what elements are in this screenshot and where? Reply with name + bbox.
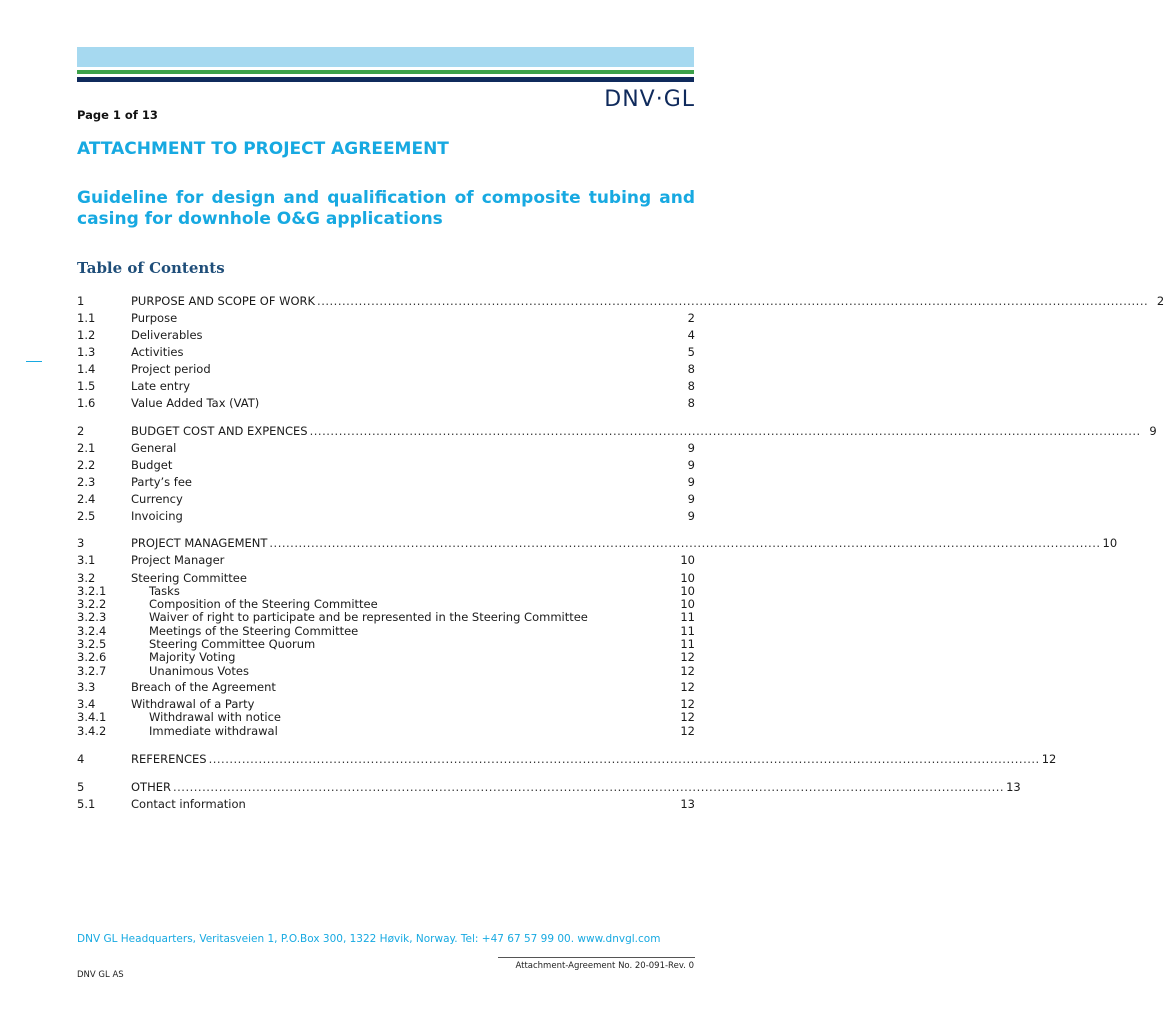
toc-entry[interactable]	[77, 492, 695, 506]
toc-entry-page: 4	[687, 328, 695, 342]
toc-entry-page: 12	[680, 664, 695, 678]
toc-entry-number: 3.1	[77, 553, 96, 567]
toc-entry-page: 12	[680, 710, 695, 724]
toc-entry[interactable]	[77, 475, 695, 489]
toc-entry-title: PURPOSE AND SCOPE OF WORK	[131, 294, 316, 308]
toc-entry[interactable]	[77, 650, 695, 664]
toc-entry-title: Steering Committee	[131, 571, 247, 585]
toc-entry-page: 10	[1102, 536, 1118, 550]
toc-entry-number: 3.2	[77, 571, 96, 585]
toc-entry[interactable]	[77, 328, 695, 342]
toc-entry-title: Purpose	[131, 311, 178, 325]
toc-dot-leader: ........................................................................................................................................................................................................	[309, 424, 1141, 438]
header-band-navy	[77, 77, 694, 82]
toc-entry-title-wrap	[131, 680, 678, 694]
page-number: Page 1 of 13	[77, 108, 158, 122]
toc-entry-title-wrap	[131, 752, 1040, 766]
toc-entry-number: 3.2.1	[77, 584, 107, 598]
dnvgl-logo: DNV·GL	[604, 87, 695, 112]
toc-entry-title-wrap	[131, 379, 679, 393]
margin-change-mark	[26, 361, 42, 362]
toc-entry[interactable]	[77, 710, 695, 724]
toc-entry-page: 9	[687, 475, 695, 489]
toc-entry[interactable]	[77, 509, 695, 523]
toc-entry-title: Budget	[131, 458, 173, 472]
toc-entry-number: 1	[77, 294, 85, 308]
toc-entry-number: 3.2.2	[77, 597, 107, 611]
toc-entry[interactable]	[77, 311, 695, 325]
toc-entry-title: Tasks	[149, 584, 180, 598]
toc-entry-title: Value Added Tax (VAT)	[131, 396, 260, 410]
guideline-title: Guideline for design and qualification of composite tubing and casing for downhole O&G applications	[77, 188, 695, 229]
toc-entry-page: 12	[680, 724, 695, 738]
toc-entry-page: 5	[687, 345, 695, 359]
toc-entry[interactable]	[77, 362, 695, 376]
toc-entry-title-wrap	[131, 458, 679, 472]
toc-entry-title: Steering Committee Quorum	[149, 637, 316, 651]
toc-entry-page: 9	[687, 441, 695, 455]
toc-entry-number: 3.4.2	[77, 724, 107, 738]
toc-entry-title-wrap	[131, 424, 1141, 438]
toc-entry-number: 2.5	[77, 509, 96, 523]
toc-entry[interactable]	[77, 697, 695, 711]
toc-entry[interactable]	[77, 780, 1021, 794]
toc-entry-title: Breach of the Agreement	[131, 680, 276, 694]
toc-entry[interactable]	[77, 637, 695, 651]
toc-entry-page: 8	[687, 362, 695, 376]
toc-entry-number: 2.4	[77, 492, 96, 506]
toc-entry-number: 3.4	[77, 697, 96, 711]
toc-entry-number: 1.5	[77, 379, 96, 393]
toc-entry-title-wrap	[131, 637, 678, 651]
toc-entry-title-wrap	[131, 536, 1101, 550]
toc-entry-title: Meetings of the Steering Committee	[149, 624, 359, 638]
toc-entry[interactable]	[77, 536, 1118, 550]
toc-entry-number: 3	[77, 536, 85, 550]
toc-entry-title-wrap	[131, 724, 678, 738]
toc-dot-leader: ........................................................................................................................................................................................................	[269, 536, 1101, 550]
toc-entry[interactable]	[77, 441, 695, 455]
toc-entry-number: 3.2.7	[77, 664, 107, 678]
toc-dot-leader: ........................................................................................................................................................................................................	[317, 294, 1149, 308]
toc-entry[interactable]	[77, 345, 695, 359]
toc-entry-page: 11	[680, 624, 695, 638]
toc-entry-page: 8	[687, 396, 695, 410]
toc-entry-title-wrap	[131, 492, 679, 506]
toc-entry-number: 3.2.5	[77, 637, 107, 651]
toc-entry-number: 1.1	[77, 311, 96, 325]
toc-entry-title-wrap	[131, 475, 679, 489]
toc-entry-title-wrap	[131, 597, 678, 611]
toc-entry-title: Party’s fee	[131, 475, 193, 489]
toc-entry[interactable]	[77, 597, 695, 611]
toc-entry-page: 9	[687, 509, 695, 523]
toc-entry[interactable]	[77, 458, 695, 472]
toc-entry-page: 12	[680, 680, 695, 694]
toc-entry-page: 11	[680, 610, 695, 624]
toc-entry-number: 5.1	[77, 797, 96, 811]
toc-entry-number: 4	[77, 752, 85, 766]
toc-entry-number: 1.6	[77, 396, 96, 410]
toc-entry-title: OTHER	[131, 780, 171, 794]
toc-entry-title-wrap	[131, 610, 678, 624]
toc-entry-title-wrap	[131, 571, 678, 585]
toc-entry-title: Unanimous Votes	[149, 664, 249, 678]
toc-entry[interactable]	[77, 724, 695, 738]
headquarters-address: DNV GL Headquarters, Veritasveien 1, P.O.Box 300, 1322 Høvik, Norway. Tel: +47 67 57 99 00. www.dnvgl.com	[77, 933, 661, 945]
toc-entry[interactable]	[77, 680, 695, 694]
toc-entry-page: 2	[1156, 294, 1164, 308]
toc-entry-title: Waiver of right to participate and be represented in the Steering Committee	[149, 610, 588, 624]
toc-entry-number: 2	[77, 424, 85, 438]
toc-entry[interactable]	[77, 294, 1164, 308]
toc-entry-page: 12	[680, 697, 695, 711]
toc-entry-number: 2.3	[77, 475, 96, 489]
toc-entry-number: 3.2.6	[77, 650, 107, 664]
toc-entry-number: 1.4	[77, 362, 96, 376]
toc-entry-title-wrap	[131, 664, 678, 678]
header-band-green	[77, 70, 694, 74]
toc-entry-title: Deliverables	[131, 328, 203, 342]
toc-entry-number: 1.3	[77, 345, 96, 359]
toc-entry-page: 13	[1006, 780, 1021, 794]
toc-entry-title-wrap	[131, 345, 679, 359]
toc-entry-page: 9	[687, 458, 695, 472]
footer-reference: Attachment-Agreement No. 20-091-Rev. 0	[515, 961, 694, 971]
toc-entry-page: 13	[680, 797, 695, 811]
toc-entry-title: BUDGET COST AND EXPENCES	[131, 424, 308, 438]
toc-entry-title-wrap	[131, 441, 679, 455]
toc-entry-title-wrap	[131, 553, 678, 567]
toc-entry-number: 3.2.3	[77, 610, 107, 624]
footer-company: DNV GL AS	[77, 970, 124, 980]
toc-entry-title-wrap	[131, 311, 679, 325]
footer-rule	[498, 957, 695, 958]
toc-entry-title: Contact information	[131, 797, 246, 811]
toc-entry-title-wrap	[131, 710, 678, 724]
toc-entry[interactable]	[77, 424, 1157, 438]
toc-dot-leader: ........................................................................................................................................................................................................	[208, 752, 1040, 766]
toc-entry[interactable]	[77, 624, 695, 638]
toc-entry-page: 2	[687, 311, 695, 325]
toc-entry-title: Withdrawal of a Party	[131, 697, 255, 711]
toc-entry[interactable]	[77, 396, 695, 410]
toc-entry-title: PROJECT MANAGEMENT	[131, 536, 268, 550]
toc-entry-title: Currency	[131, 492, 183, 506]
toc-entry-title-wrap	[131, 697, 678, 711]
toc-entry-title: Late entry	[131, 379, 191, 393]
toc-entry-page: 12	[1041, 752, 1057, 766]
toc-entry-title-wrap	[131, 624, 678, 638]
toc-entry-page: 10	[680, 571, 695, 585]
toc-entry-number: 3.3	[77, 680, 96, 694]
toc-entry-title-wrap	[131, 396, 679, 410]
toc-entry-title-wrap	[131, 584, 678, 598]
toc-entry-page: 10	[680, 597, 695, 611]
toc-entry-number: 1.2	[77, 328, 96, 342]
toc-entry-title-wrap	[131, 650, 678, 664]
toc-entry-page: 12	[680, 650, 695, 664]
attachment-title: ATTACHMENT TO PROJECT AGREEMENT	[77, 139, 449, 159]
toc-entry[interactable]	[77, 379, 695, 393]
toc-heading: Table of Contents	[77, 259, 225, 277]
toc-entry-title: Composition of the Steering Committee	[149, 597, 378, 611]
toc-entry-title-wrap	[131, 780, 1004, 794]
toc-entry-number: 2.2	[77, 458, 96, 472]
header-band-light	[77, 47, 694, 67]
toc-entry-title: Project Manager	[131, 553, 225, 567]
toc-entry-title: Invoicing	[131, 509, 183, 523]
toc-entry-page: 10	[680, 584, 695, 598]
toc-entry[interactable]	[77, 664, 695, 678]
toc-entry[interactable]	[77, 610, 695, 624]
toc-entry-title-wrap	[131, 362, 679, 376]
toc-entry-title: Majority Voting	[149, 650, 236, 664]
toc-entry-title: General	[131, 441, 177, 455]
toc-entry-number: 3.4.1	[77, 710, 107, 724]
toc-entry[interactable]	[77, 797, 695, 811]
toc-entry-title: Project period	[131, 362, 211, 376]
toc-entry-title-wrap	[131, 294, 1148, 308]
toc-entry[interactable]	[77, 553, 695, 567]
toc-entry-title: REFERENCES	[131, 752, 207, 766]
toc-entry-title-wrap	[131, 797, 678, 811]
toc-entry-number: 5	[77, 780, 85, 794]
toc-entry[interactable]	[77, 571, 695, 585]
toc-entry-page: 10	[680, 553, 695, 567]
toc-entry-number: 2.1	[77, 441, 96, 455]
toc-entry[interactable]	[77, 584, 695, 598]
toc-entry-title: Withdrawal with notice	[149, 710, 281, 724]
toc-entry-title: Immediate withdrawal	[149, 724, 278, 738]
toc-entry-page: 9	[1149, 424, 1157, 438]
toc-entry[interactable]	[77, 752, 1057, 766]
toc-entry-page: 11	[680, 637, 695, 651]
toc-entry-number: 3.2.4	[77, 624, 107, 638]
toc-entry-title-wrap	[131, 328, 679, 342]
toc-entry-title: Activities	[131, 345, 184, 359]
toc-entry-page: 9	[687, 492, 695, 506]
toc-entry-title-wrap	[131, 509, 679, 523]
toc-dot-leader: ........................................................................................................................................................................................................	[172, 780, 1005, 794]
toc-entry-page: 8	[687, 379, 695, 393]
